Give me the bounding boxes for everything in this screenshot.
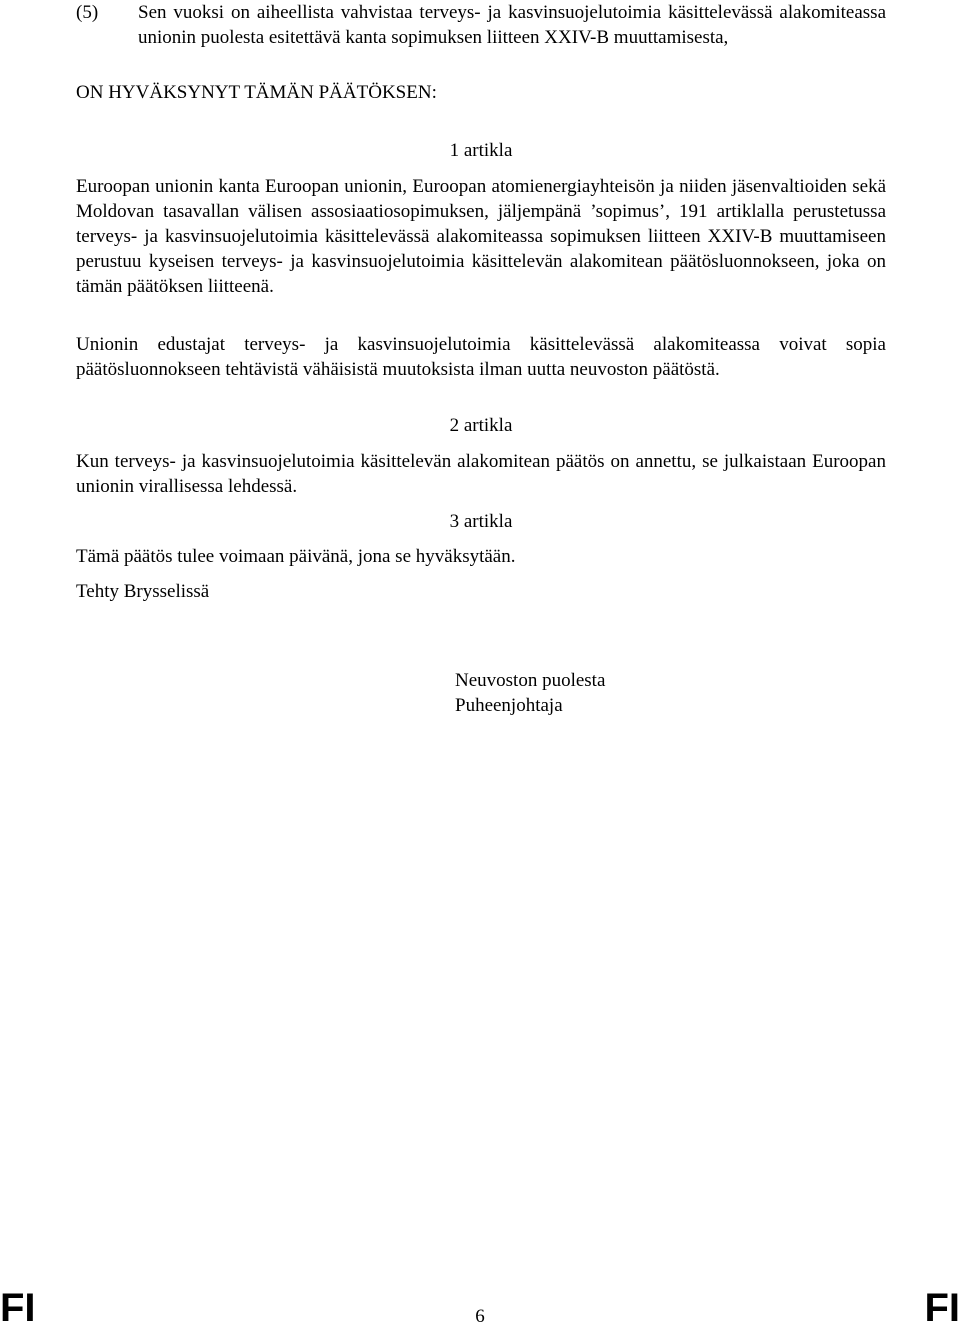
- article-2-title: 2 artikla: [449, 415, 513, 436]
- footer-language-left: FI: [0, 1286, 36, 1330]
- recital-text: Sen vuoksi on aiheellista vahvistaa terveys- ja kasvinsuojelutoimia käsittelevässä alakomiteassa unionin puolesta esitettävä kanta sopimuksen liitteen XXIV-B muuttamisesta,: [138, 2, 886, 48]
- article-3-title: 3 artikla: [449, 511, 513, 532]
- article-2-paragraph: Kun terveys- ja kasvinsuojelutoimia käsittelevän alakomitean päätös on annettu, se julkaistaan Euroopan unionin virallisessa lehdessä.: [76, 451, 886, 497]
- footer-language-right: FI: [924, 1286, 960, 1330]
- place-of-signature: Tehty Brysselissä: [76, 581, 210, 602]
- adopted-heading: ON HYVÄKSYNYT TÄMÄN PÄÄTÖKSEN:: [76, 82, 437, 103]
- article-3-paragraph: Tämä päätös tulee voimaan päivänä, jona se hyväksytään.: [76, 546, 516, 567]
- signature-block: [455, 668, 855, 718]
- recital-number: (5): [76, 2, 99, 23]
- signature-line-2: Puheenjohtaja: [455, 695, 563, 716]
- recital-5: [76, 0, 886, 50]
- article-1-title: 1 artikla: [449, 140, 513, 161]
- article-1-paragraph-2: Unionin edustajat terveys- ja kasvinsuojelutoimia käsittelevässä alakomiteassa voivat sopia päätösluonnokseen tehtävistä vähäisistä muutoksista ilman uutta neuvoston päätöstä.: [76, 334, 886, 380]
- signature-line-1: Neuvoston puolesta: [455, 670, 606, 691]
- article-1-paragraph-1: Euroopan unionin kanta Euroopan unionin, Euroopan atomienergiayhteisön ja niiden jäsenvaltioiden sekä Moldovan tasavallan välisen assosiaatiosopimuksen, jäljempänä ’sopimus’, 191 artiklalla perustetussa terveys- ja kasvinsuojelutoimia käsittelevässä alakomiteassa sopimuksen liitteen XXIV-B muuttamiseen perustuu kyseisen terveys- ja kasvinsuojelutoimia käsittelevän alakomitean päätösluonnokseen, joka on tämän päätöksen liitteenä.: [76, 176, 886, 297]
- footer-page-number: 6: [475, 1306, 485, 1327]
